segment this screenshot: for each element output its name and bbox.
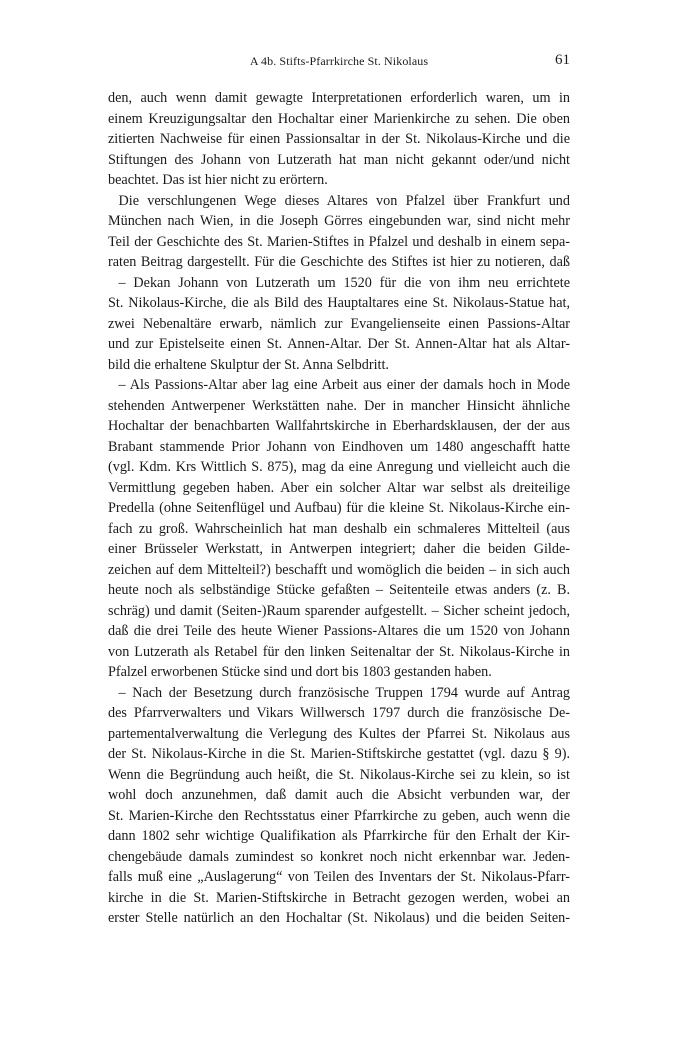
text-line: kirche in die St. Marien-Stiftskirche in Betracht gezogen werden, wobei an [108, 889, 570, 906]
text-line: zwei Nebenaltäre erwarb, nämlich zur Evangelienseite einen Passions-Altar [108, 315, 570, 332]
text-line: Brabant stammende Prior Johann von Eindhoven um 1480 angeschafft hatte [108, 438, 570, 455]
text-line: der St. Nikolaus-Kirche in die St. Marien-Stiftskirche gestattet (vgl. dazu § 9). [108, 746, 570, 762]
text-line: Pfalzel erworbenen Stücke sind und dort bis 1803 gestanden haben. [108, 664, 492, 680]
text-line: (vgl. Kdm. Krs Wittlich S. 875), mag da eine Anregung und vielleicht auch die [108, 459, 570, 475]
text-line: partementalverwaltung die Verlegung des Kultes der Pfarrei St. Nikolaus aus [108, 725, 570, 742]
running-title: A 4b. Stifts-Pfarrkirche St. Nikolaus [249, 54, 429, 68]
page-number: 61 [555, 52, 570, 68]
text-line: heute noch als selbständige Stücke gefaßten – Seitenteile etwas anders (z. B. [108, 582, 570, 598]
text-line: bild die erhaltene Skulptur der St. Anna Selbdritt. [108, 356, 389, 373]
text-line: St. Marien-Kirche den Rechtsstatus einer Pfarrkirche zu geben, auch wenn die [108, 807, 570, 824]
running-head [108, 52, 570, 72]
text-line: Wenn die Begründung auch heißt, die St. Nikolaus-Kirche sei zu klein, so ist [108, 766, 570, 783]
text-line: zeichen auf dem Mittelteil?) beschafft und womöglich die beiden – in sich auch [108, 561, 570, 578]
text-line: chengebäude damals zumindest so konkret noch nicht erkennbar war. Jeden- [108, 848, 570, 865]
text-line: erster Stelle natürlich an den Hochaltar (St. Nikolaus) und die beiden Seiten- [108, 910, 570, 926]
text-line: – Als Passions-Altar aber lag eine Arbeit aus einer der damals hoch in Mode [118, 377, 570, 393]
text-line: Vermittlung gegeben haben. Aber ein solcher Altar war selbst als dreiteilige [108, 479, 570, 496]
text-line: zitierten Nachweise für einen Passionsaltar in der St. Nikolaus-Kirche und die [108, 131, 570, 147]
text-line: raten Beitrag dargestellt. Für die Geschichte des Stiftes ist hier zu notieren, daß [108, 254, 570, 270]
text-line: falls muß eine „Auslagerung“ von Teilen des Inventars der St. Nikolaus-Pfarr- [108, 869, 570, 885]
text-line: stehenden Antwerpener Werkstätten nahe. Der in mancher Hinsicht ähnliche [108, 397, 570, 414]
body-text [108, 88, 570, 929]
text-line: Die verschlungenen Wege dieses Altares von Pfalzel über Frankfurt und [118, 192, 570, 209]
text-line: Stiftungen des Johann von Lutzerath hat man nicht gekannt oder/und nicht [108, 151, 570, 168]
text-line: daß die drei Teile des heute Wiener Passions-Altares die um 1520 von Johann [108, 623, 570, 639]
text-line: München nach Wien, in die Joseph Görres eingebunden war, sind nicht mehr [108, 213, 570, 229]
text-line: von Lutzerath als Retabel für den linken Seitenaltar der St. Nikolaus-Kirche in [108, 643, 570, 660]
text-line: Teil der Geschichte des St. Marien-Stiftes in Pfalzel und deshalb in einem sepa- [108, 233, 570, 250]
text-line: und zur Epistelseite einen St. Annen-Altar. Der St. Annen-Altar hat als Altar- [108, 336, 570, 352]
text-line: beachtet. Das ist hier nicht zu erörtern. [108, 172, 328, 188]
text-line: St. Nikolaus-Kirche, die als Bild des Hauptaltares eine St. Nikolaus-Statue hat, [108, 295, 570, 311]
text-line: – Nach der Besetzung durch französische Truppen 1794 wurde auf Antrag [118, 684, 570, 701]
text-line: des Pfarrverwalters und Vikars Willwersch 1797 durch die französische De- [108, 705, 570, 721]
text-line: Predella (ohne Seitenflügel und Aufbau) für die kleine St. Nikolaus-Kirche ein- [108, 500, 570, 516]
text-line: Hochaltar der benachbarten Wallfahrtskirche in Eberhardsklausen, der der aus [108, 418, 570, 434]
text-line: den, auch wenn damit gewagte Interpretationen erforderlich waren, um in [108, 90, 570, 106]
text-line: dann 1802 sehr wichtige Qualifikation als Pfarrkirche für den Erhalt der Kir- [108, 828, 570, 844]
text-line: einem Kreuzigungsaltar den Hochaltar einer Marienkirche zu sehen. Die oben [108, 110, 570, 127]
text-line: – Dekan Johann von Lutzerath um 1520 für die von ihm neu errichtete [118, 274, 570, 291]
text-line: wohl doch anzunehmen, daß damit auch die Absicht verbunden war, der [108, 787, 570, 803]
text-line: einer Brüsseler Werkstatt, in Antwerpen integriert; daher die beiden Gilde- [108, 541, 570, 557]
text-line: fach zu groß. Wahrscheinlich hat man deshalb ein schmaleres Mittelteil (aus [108, 520, 570, 537]
text-line: schräg) und damit (Seiten-)Raum sparender aufgestellt. – Sicher scheint jedoch, [108, 602, 570, 619]
